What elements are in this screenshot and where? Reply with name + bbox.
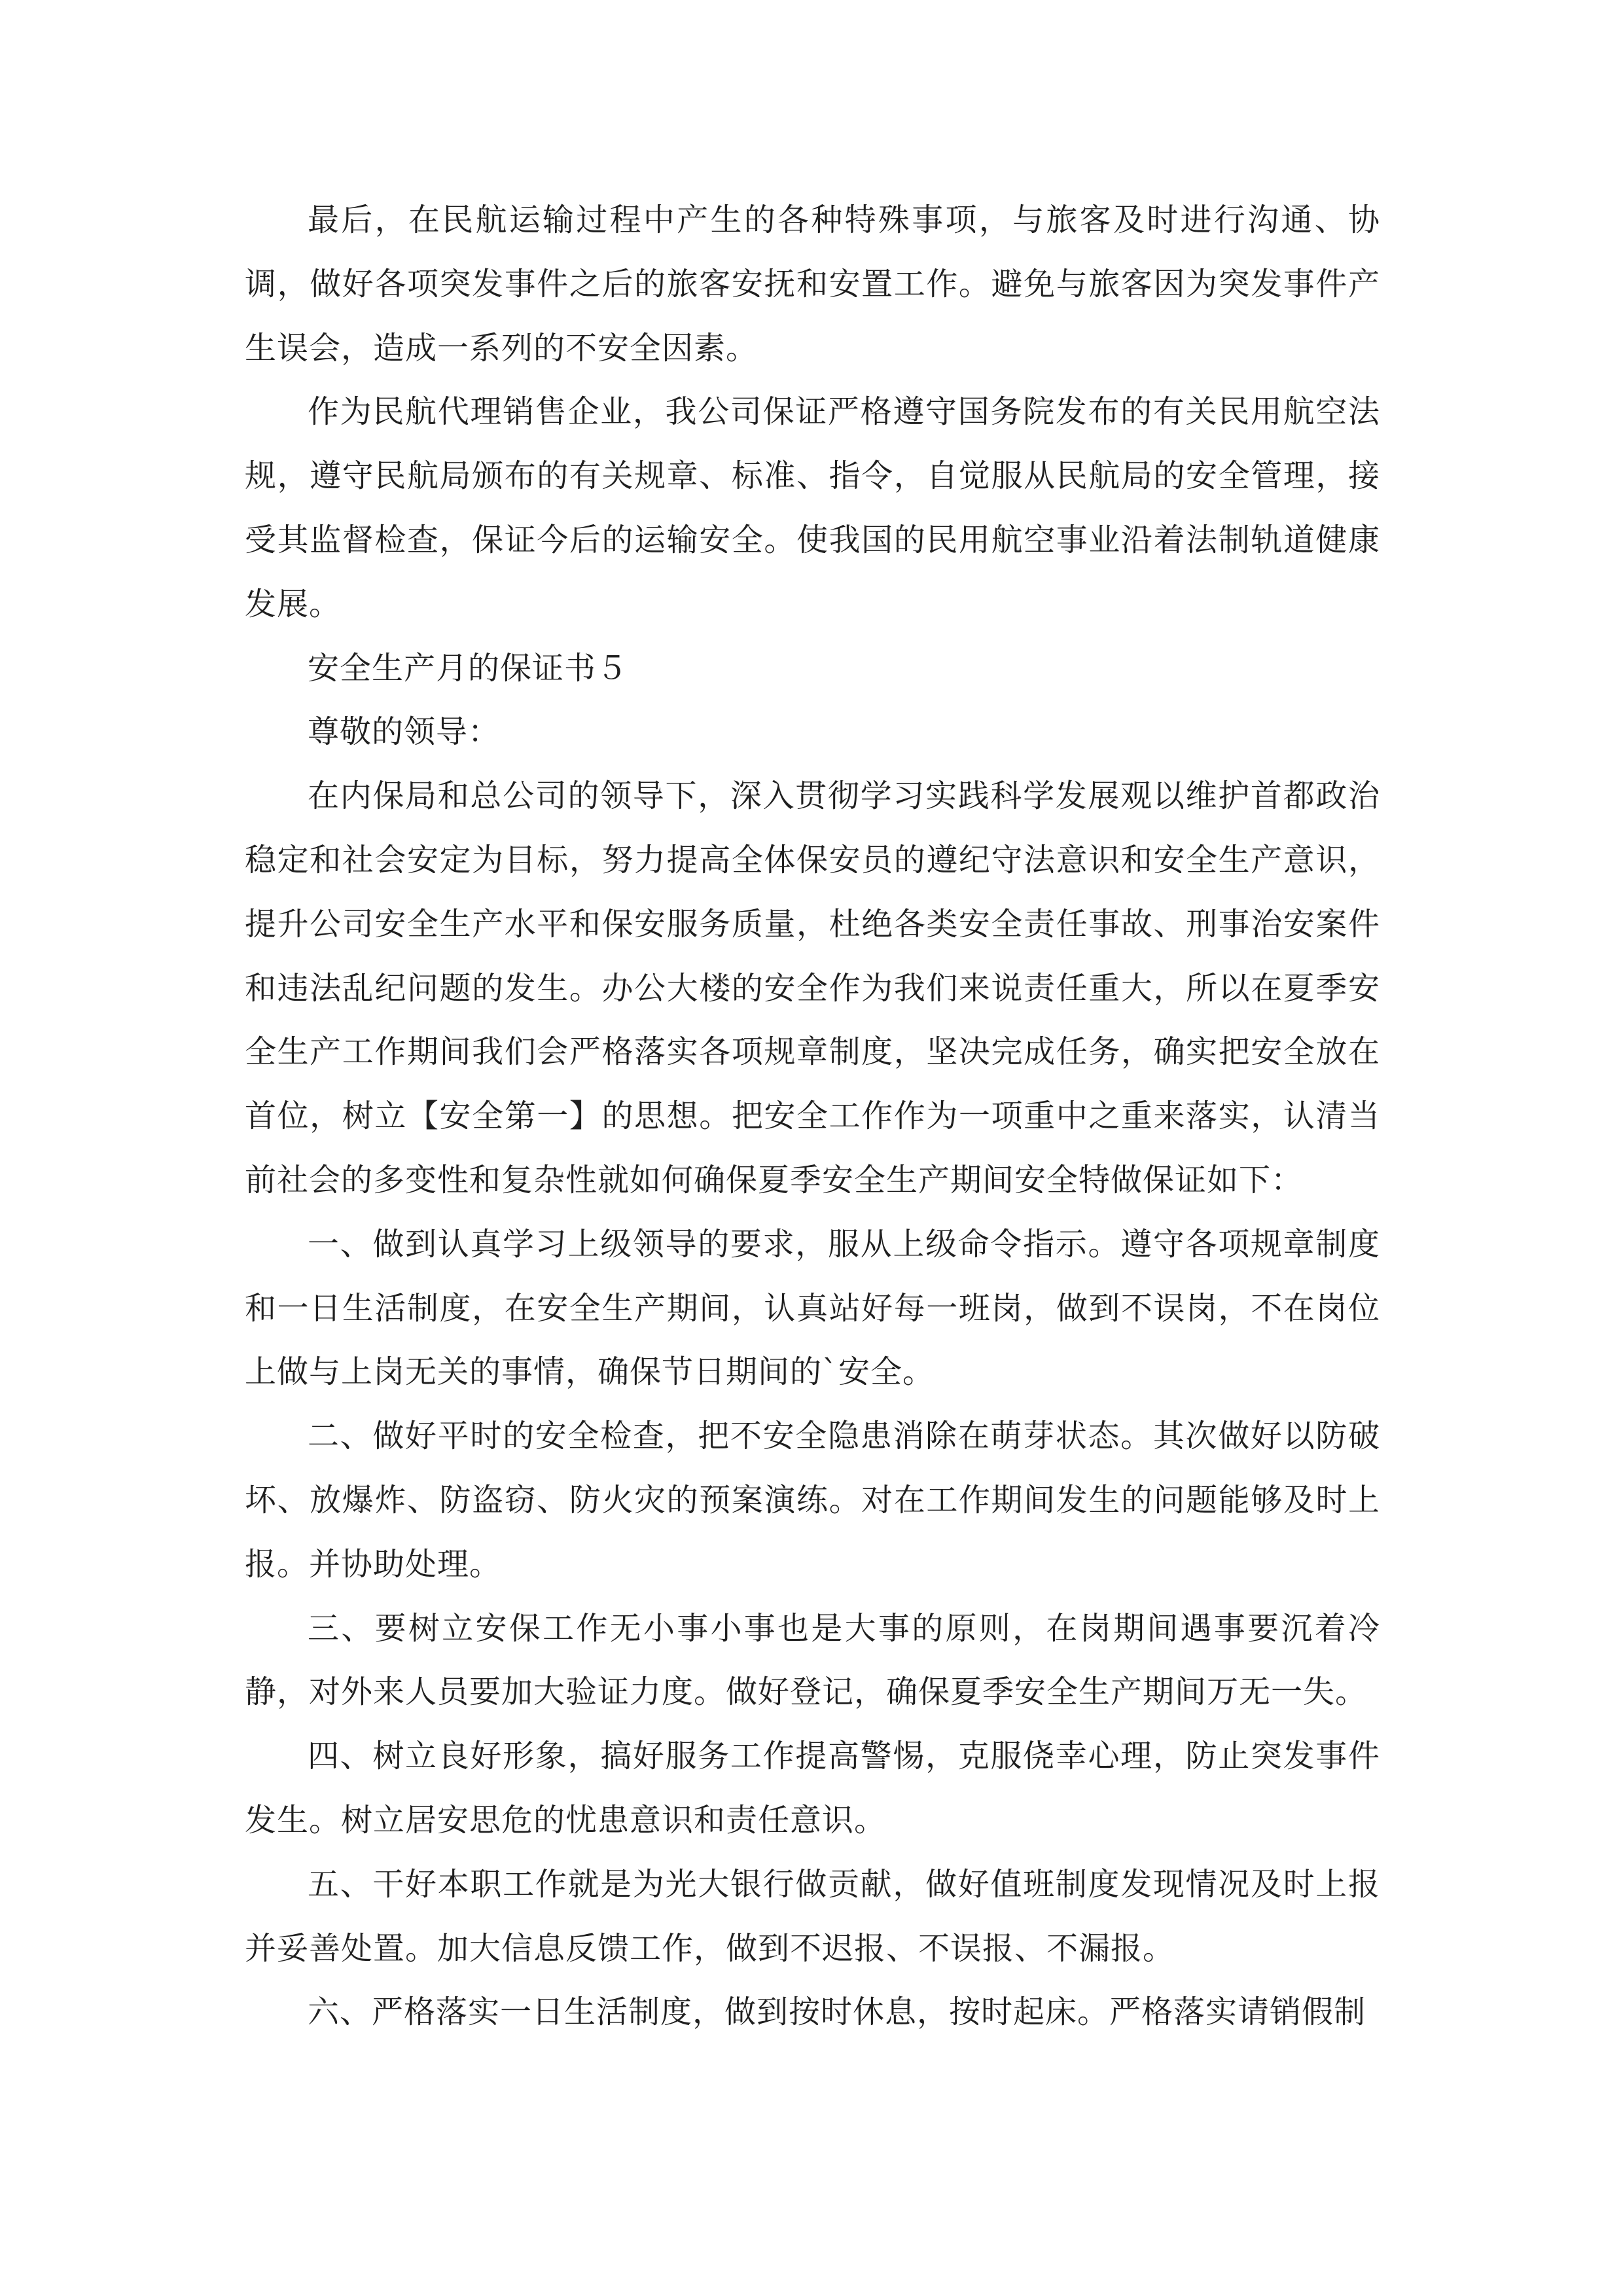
paragraph: 一、做到认真学习上级领导的要求，服从上级命令指示。遵守各项规章制度和一日生活制度，在安全生产期间，认真站好每一班岗，做到不误岗，不在岗位上做与上岗无关的事情，确保节日期间的`安全。 [245,1225,1380,1391]
paragraph: 三、要树立安保工作无小事小事也是大事的原则，在岗期间遇事要沉着冷静，对外来人员要加大验证力度。做好登记，确保夏季安全生产期间万无一失。 [245,1609,1380,1711]
document-body [245,188,1380,2045]
paragraph: 最后，在民航运输过程中产生的各种特殊事项，与旅客及时进行沟通、协调，做好各项突发事件之后的旅客安抚和安置工作。避免与旅客因为突发事件产生误会，造成一系列的不安全因素。 [245,202,1380,367]
paragraph: 四、树立良好形象，搞好服务工作提高警惕，克服侥幸心理，防止突发事件发生。树立居安思危的忧患意识和责任意识。 [245,1738,1380,1839]
paragraph: 二、做好平时的安全检查，把不安全隐患消除在萌芽状态。其次做好以防破坏、放爆炸、防盗窃、防火灾的预案演练。对在工作期间发生的问题能够及时上报。并协助处理。 [245,1418,1380,1583]
paragraph: 五、干好本职工作就是为光大银行做贡献，做好值班制度发现情况及时上报并妥善处置。加大信息反馈工作，做到不迟报、不误报、不漏报。 [245,1865,1380,1967]
paragraph: 作为民航代理销售企业，我公司保证严格遵守国务院发布的有关民用航空法规，遵守民航局颁布的有关规章、标准、指令，自觉服从民航局的安全管理，接受其监督检查，保证今后的运输安全。使我国的民用航空事业沿着法制轨道健康发展。 [245,393,1380,622]
paragraph: 在内保局和总公司的领导下，深入贯彻学习实践科学发展观以维护首都政治稳定和社会安定为目标，努力提高全体保安员的遵纪守法意识和安全生产意识，提升公司安全生产水平和保安服务质量，杜绝各类安全责任事故、刑事治安案件和违法乱纪问题的发生。办公大楼的安全作为我们来说责任重大，所以在夏季安全生产工作期间我们会严格落实各项规章制度，坚决完成任务，确实把安全放在首位，树立【安全第一】的思想。把安全工作作为一项重中之重来落实，认清当前社会的多变性和复杂性就如何确保夏季安全生产期间安全特做保证如下： [245,778,1380,1198]
paragraph: 六、严格落实一日生活制度，做到按时休息，按时起床。严格落实请销假制 [308,1994,1366,2031]
salutation: 尊敬的领导： [308,713,501,751]
section-title: 安全生产月的保证书５ [308,649,629,687]
